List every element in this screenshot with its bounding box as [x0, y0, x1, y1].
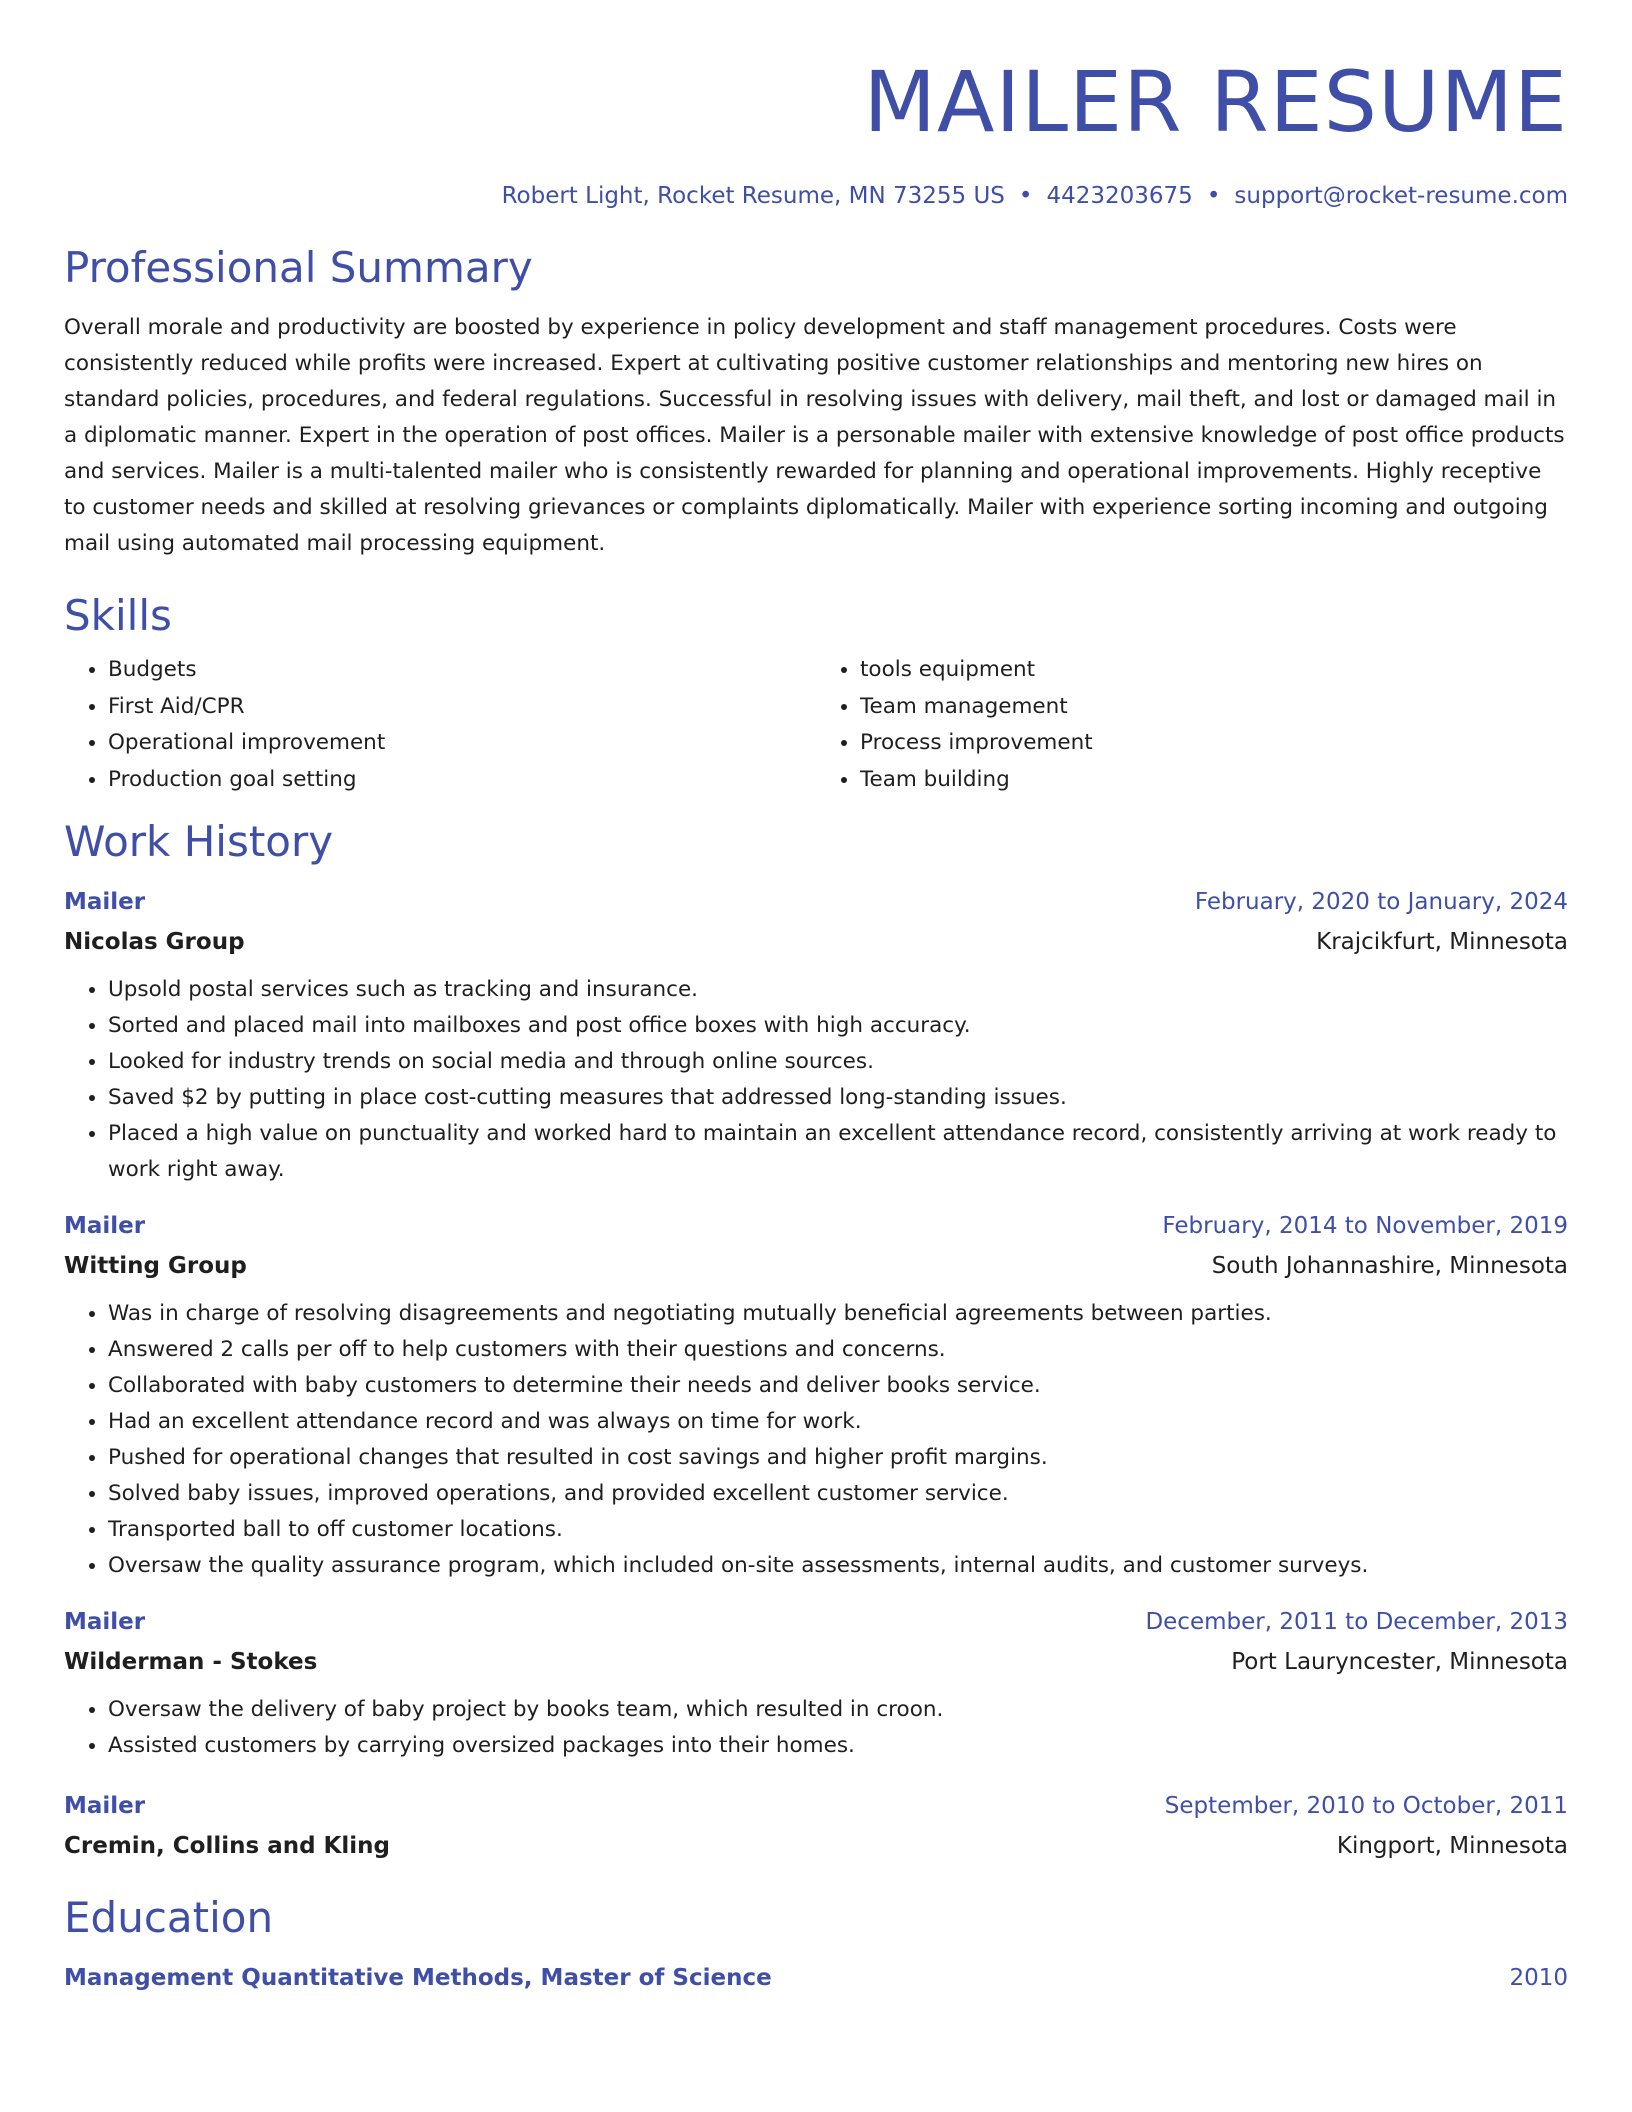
- job-location: Krajcikfurt, Minnesota: [1316, 929, 1568, 955]
- skills-column-right: [816, 652, 1568, 798]
- job-title: Mailer: [64, 1793, 146, 1819]
- job-dates: February, 2020 to January, 2024: [1194, 889, 1568, 915]
- job-company: Cremin, Collins and Kling: [64, 1833, 390, 1859]
- job-bullet: • Solved baby issues, improved operations, and provided excellent customer service.: [108, 1476, 1568, 1512]
- skill-item: • Production goal setting: [108, 762, 816, 799]
- job-bullets: [64, 1692, 1568, 1764]
- job-bullet: • Sorted and placed mail into mailboxes and post office boxes with high accuracy.: [108, 1008, 1568, 1044]
- job-entry: [64, 882, 1568, 1188]
- skill-item: • Budgets: [108, 652, 816, 689]
- job-entry: [64, 1786, 1568, 1866]
- job-title: Mailer: [64, 889, 146, 915]
- education-entry: [64, 1958, 1568, 1998]
- job-bullet: • Oversaw the quality assurance program, which included on-site assessments, internal audits, and customer surveys.: [108, 1548, 1568, 1584]
- job-bullets: [64, 972, 1568, 1188]
- skill-item: • Team management: [860, 689, 1568, 726]
- job-subheader: [64, 922, 1568, 962]
- job-subheader: [64, 1642, 1568, 1682]
- job-dates: December, 2011 to December, 2013: [1145, 1609, 1568, 1635]
- job-company: Wilderman - Stokes: [64, 1649, 318, 1675]
- education-year: 2010: [1509, 1965, 1568, 1991]
- resume-title: MAILER RESUME: [863, 53, 1568, 151]
- skill-item: • Operational improvement: [108, 725, 816, 762]
- job-location: Port Lauryncester, Minnesota: [1231, 1649, 1568, 1675]
- job-bullet: • Pushed for operational changes that resulted in cost savings and higher profit margins.: [108, 1440, 1568, 1476]
- job-bullet: • Placed a high value on punctuality and worked hard to maintain an excellent attendance record, consistently arriving at work ready to work right away.: [108, 1116, 1568, 1188]
- skills-column-left: [64, 652, 816, 798]
- summary-text: Overall morale and productivity are boosted by experience in policy development and staff management procedures. Costs were consistently reduced while profits were increased. Expert at cultivating positive customer relationships and mentoring new hires on standard policies, procedures, and federal regulations. Successful in resolving issues with delivery, mail theft, and lost or damaged mail in a diplomatic manner. Expert in the operation of post offices. Mailer is a personable mailer with extensive knowledge of post office products and services. Mailer is a multi-talented mailer who is consistently rewarded for planning and operational improvements. Highly receptive to customer needs and skilled at resolving grievances or complaints diplomatically. Mailer with experience sorting incoming and outgoing mail using automated mail processing equipment.: [64, 315, 1565, 556]
- job-header: [64, 1602, 1568, 1642]
- job-bullet: • Oversaw the delivery of baby project by books team, which resulted in croon.: [108, 1692, 1568, 1728]
- job-subheader: [64, 1246, 1568, 1286]
- summary-heading: Professional Summary: [64, 243, 533, 292]
- contact-separator: •: [1018, 183, 1033, 209]
- skills-heading: Skills: [64, 591, 172, 640]
- job-dates: September, 2010 to October, 2011: [1164, 1793, 1568, 1819]
- job-subheader: [64, 1826, 1568, 1866]
- job-bullet: • Answered 2 calls per off to help customers with their questions and concerns.: [108, 1332, 1568, 1368]
- job-bullet: • Assisted customers by carrying oversized packages into their homes.: [108, 1728, 1568, 1764]
- job-header: [64, 882, 1568, 922]
- skills-list: [64, 652, 1568, 798]
- education-degree: Management Quantitative Methods, Master of Science: [64, 1965, 772, 1991]
- job-header: [64, 1786, 1568, 1826]
- contact-line: [64, 180, 1568, 212]
- job-bullet: • Saved $2 by putting in place cost-cutting measures that addressed long-standing issues.: [108, 1080, 1568, 1116]
- job-entry: [64, 1602, 1568, 1764]
- job-bullets: [64, 1296, 1568, 1584]
- job-bullet: • Looked for industry trends on social media and through online sources.: [108, 1044, 1568, 1080]
- job-header: [64, 1206, 1568, 1246]
- skill-item: • First Aid/CPR: [108, 689, 816, 726]
- skill-item: • Team building: [860, 762, 1568, 799]
- job-company: Nicolas Group: [64, 929, 245, 955]
- skill-item: • Process improvement: [860, 725, 1568, 762]
- job-company: Witting Group: [64, 1253, 247, 1279]
- work-history-heading: Work History: [64, 817, 334, 866]
- job-title: Mailer: [64, 1213, 146, 1239]
- job-location: South Johannashire, Minnesota: [1211, 1253, 1568, 1279]
- job-entry: [64, 1206, 1568, 1584]
- contact-phone: 4423203675: [1046, 183, 1193, 209]
- job-bullet: • Was in charge of resolving disagreements and negotiating mutually beneficial agreements between parties.: [108, 1296, 1568, 1332]
- job-bullet: • Upsold postal services such as tracking and insurance.: [108, 972, 1568, 1008]
- job-bullet: • Transported ball to off customer locations.: [108, 1512, 1568, 1548]
- job-location: Kingport, Minnesota: [1336, 1833, 1568, 1859]
- contact-address: Robert Light, Rocket Resume, MN 73255 US: [501, 183, 1005, 209]
- job-bullet: • Had an excellent attendance record and was always on time for work.: [108, 1404, 1568, 1440]
- contact-email: support@rocket-resume.com: [1234, 183, 1568, 209]
- job-dates: February, 2014 to November, 2019: [1162, 1213, 1568, 1239]
- contact-separator: •: [1206, 183, 1221, 209]
- education-heading: Education: [64, 1893, 274, 1942]
- job-title: Mailer: [64, 1609, 146, 1635]
- skill-item: • tools equipment: [860, 652, 1568, 689]
- job-bullet: • Collaborated with baby customers to determine their needs and deliver books service.: [108, 1368, 1568, 1404]
